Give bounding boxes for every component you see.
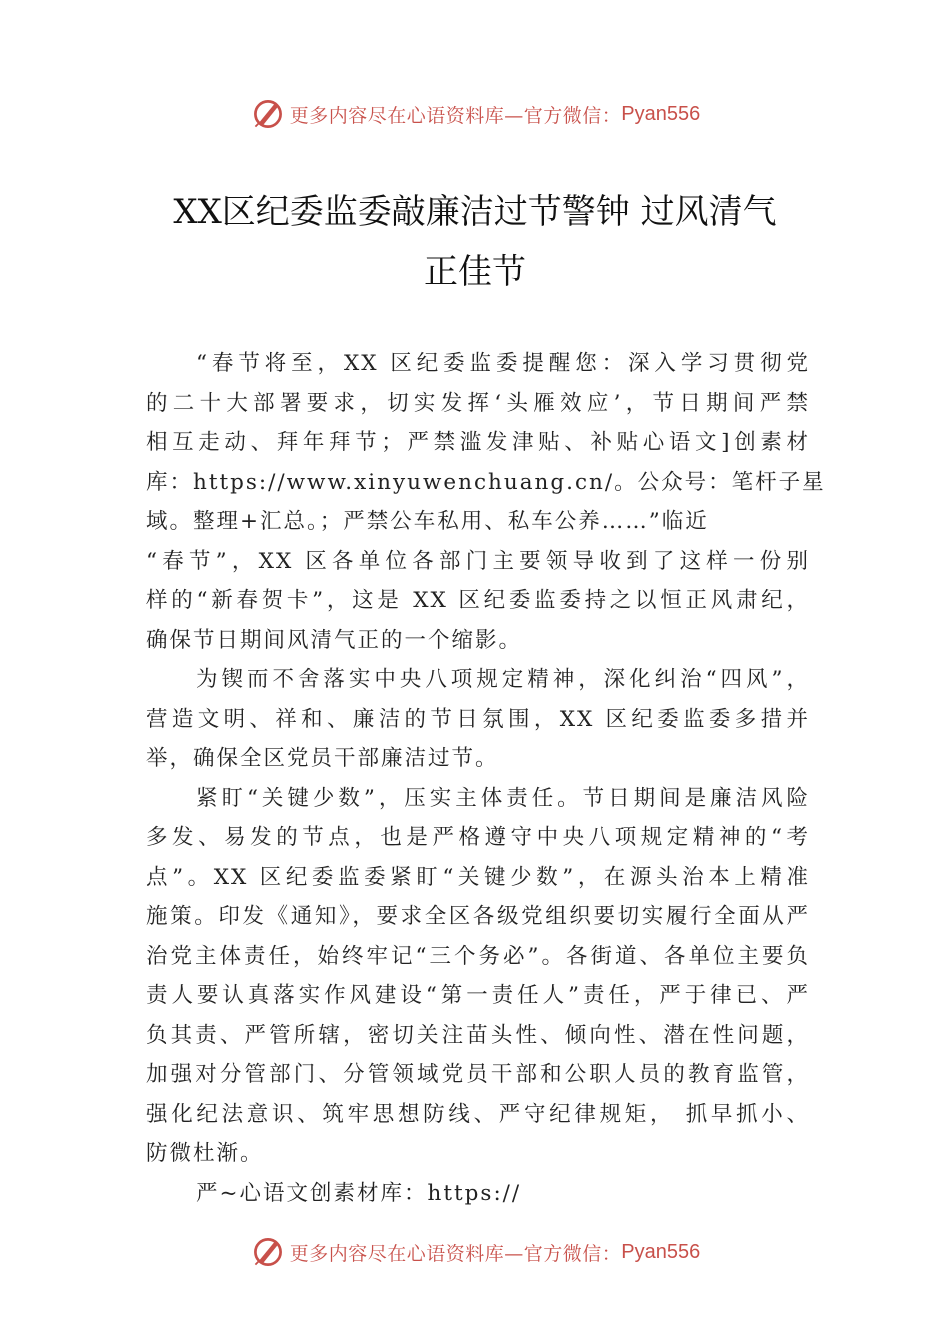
footer-text: 更多内容尽在心语资料库—官方微信： xyxy=(289,1242,622,1265)
body-line: 严~心语文创素材库：https:// xyxy=(196,1180,522,1206)
document-title xyxy=(100,182,850,302)
body-line: 点”。XX 区纪委监委紧盯“关键少数”，在源头治本上精准 xyxy=(146,864,810,890)
quill-seal-icon xyxy=(250,96,286,132)
quill-seal-icon xyxy=(250,1234,286,1270)
header-text: 更多内容尽在心语资料库—官方微信： xyxy=(289,104,622,127)
body-line: 库：https://www.xinyuwenchuang.cn/。公众号：笔杆子星 xyxy=(146,469,826,495)
body-line: 的二十大部署要求，切实发挥‘头雁效应’，节日期间严禁 xyxy=(146,390,810,416)
title-line-1: XX区纪委监委敲廉洁过节警钟 过风清气 xyxy=(173,192,777,232)
body-line: 治党主体责任，始终牢记“三个务必”。各街道、各单位主要负 xyxy=(146,943,810,969)
title-line-2: 正佳节 xyxy=(424,252,526,292)
body-line: “春节将至，XX 区纪委监委提醒您：深入学习贯彻党 xyxy=(196,351,810,376)
body-line: 域。整理+汇总。；严禁公车私用、私车公养……”临近 xyxy=(146,509,709,534)
body-line: 加强对分管部门、分管领域党员干部和公职人员的教育监管， xyxy=(146,1062,810,1087)
body-line: 营造文明、祥和、廉洁的节日氛围，XX 区纪委监委多措并 xyxy=(146,706,810,732)
body-line: 施策。印发《通知》，要求全区各级党组织要切实履行全面从严 xyxy=(146,904,810,929)
article-body xyxy=(146,344,826,1213)
body-line: 强化纪法意识、筑牢思想防线、严守纪律规矩， 抓早抓小、 xyxy=(146,1101,810,1127)
body-line: 紧盯“关键少数”，压实主体责任。节日期间是廉洁风险 xyxy=(196,785,810,811)
footer-banner xyxy=(0,1232,950,1272)
body-line: 样的“新春贺卡”，这是 XX 区纪委监委持之以恒正风肃纪， xyxy=(146,588,810,613)
body-line: “春节”，XX 区各单位各部门主要领导收到了这样一份别 xyxy=(146,548,810,574)
body-line: 举，确保全区党员干部廉洁过节。 xyxy=(146,746,499,771)
body-line: 多发、易发的节点，也是严格遵守中央八项规定精神的“考 xyxy=(146,825,810,850)
body-line: 为锲而不舍落实中央八项规定精神，深化纠治“四风”， xyxy=(196,667,810,692)
footer-wechat-id: Pyan556 xyxy=(621,1240,701,1263)
header-banner xyxy=(0,94,950,134)
header-wechat-id: Pyan556 xyxy=(621,102,701,125)
body-line: 负其责、严管所辖，密切关注苗头性、倾向性、潜在性问题， xyxy=(146,1022,810,1048)
body-line: 责人要认真落实作风建设“第一责任人”责任，严于律已、严 xyxy=(146,983,810,1008)
body-line: 确保节日期间风清气正的一个缩影。 xyxy=(146,627,523,653)
body-line: 相互走动、拜年拜节；严禁滥发津贴、补贴心语文]创素材 xyxy=(146,430,810,455)
body-line: 防微杜渐。 xyxy=(146,1141,264,1166)
